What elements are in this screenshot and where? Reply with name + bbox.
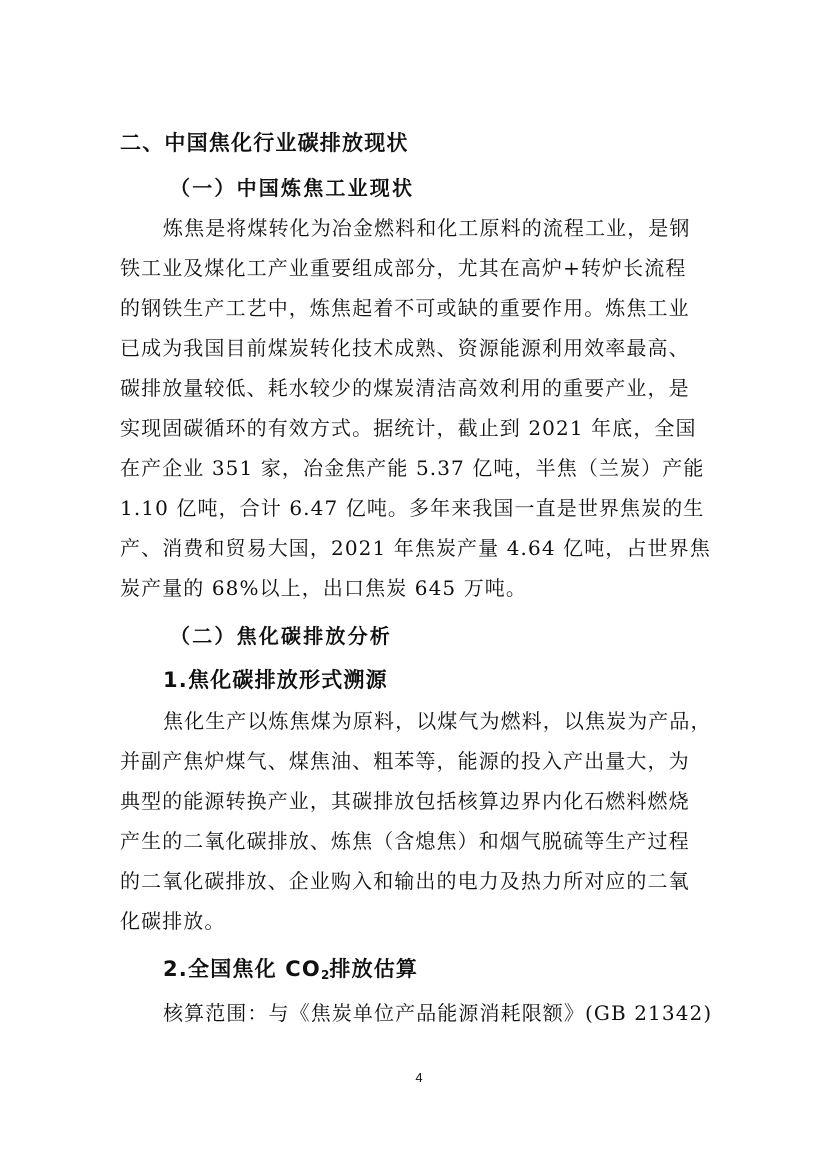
paragraph-line: 化碳排放。 <box>120 909 226 933</box>
paragraph-line: 核算范围：与《焦炭单位产品能源消耗限额》(GB 21342) <box>163 1001 713 1025</box>
paragraph-line: 炭产量的 68%以上，出口焦炭 645 万吨。 <box>120 576 527 600</box>
subsection-title-carbon-analysis: （二）焦化碳排放分析 <box>170 624 392 648</box>
paragraph-line: 铁工业及煤化工产业重要组成部分，尤其在高炉+转炉长流程 <box>120 256 687 280</box>
paragraph-line: 并副产焦炉煤气、煤焦油、粗苯等，能源的投入产出量大，为 <box>120 749 690 773</box>
paragraph-line: 的钢铁生产工艺中，炼焦起着不可或缺的重要作用。炼焦工业 <box>120 296 690 320</box>
subheading-emission-source: 1.焦化碳排放形式溯源 <box>163 668 388 692</box>
subheading-co2-estimate <box>163 954 753 984</box>
paragraph-line: 实现固碳循环的有效方式。据统计，截止到 2021 年底，全国 <box>120 416 697 440</box>
subheading-co2-estimate-prefix: 2.全国焦化 CO <box>163 957 321 981</box>
paragraph-line: 的二氧化碳排放、企业购入和输出的电力及热力所对应的二氧 <box>120 869 690 893</box>
paragraph-line: 1.10 亿吨，合计 6.47 亿吨。多年来我国一直是世界焦炭的生 <box>120 496 705 520</box>
section-title: 二、中国焦化行业碳排放现状 <box>120 131 409 155</box>
co2-subscript: 2 <box>320 968 330 982</box>
paragraph-line: 焦化生产以炼焦煤为原料，以煤气为燃料，以焦炭为产品， <box>163 709 712 733</box>
paragraph-line: 已成为我国目前煤炭转化技术成熟、资源能源利用效率最高、 <box>120 336 690 360</box>
paragraph-line: 典型的能源转换产业，其碳排放包括核算边界内化石燃料燃烧 <box>120 789 690 813</box>
paragraph-line: 在产企业 351 家，冶金焦产能 5.37 亿吨，半焦（兰炭）产能 <box>120 456 705 480</box>
paragraph-line: 碳排放量较低、耗水较少的煤炭清洁高效利用的重要产业，是 <box>120 376 690 400</box>
subsection-title-coking-industry: （一）中国炼焦工业现状 <box>170 176 415 200</box>
page-number: 4 <box>415 1070 423 1085</box>
paragraph-line: 产生的二氧化碳排放、炼焦（含熄焦）和烟气脱硫等生产过程 <box>120 829 690 853</box>
subheading-co2-estimate-suffix: 排放估算 <box>329 957 419 981</box>
paragraph-line: 产、消费和贸易大国，2021 年焦炭产量 4.64 亿吨，占世界焦 <box>120 536 711 560</box>
paragraph-line: 炼焦是将煤转化为冶金燃料和化工原料的流程工业，是钢 <box>163 216 691 240</box>
